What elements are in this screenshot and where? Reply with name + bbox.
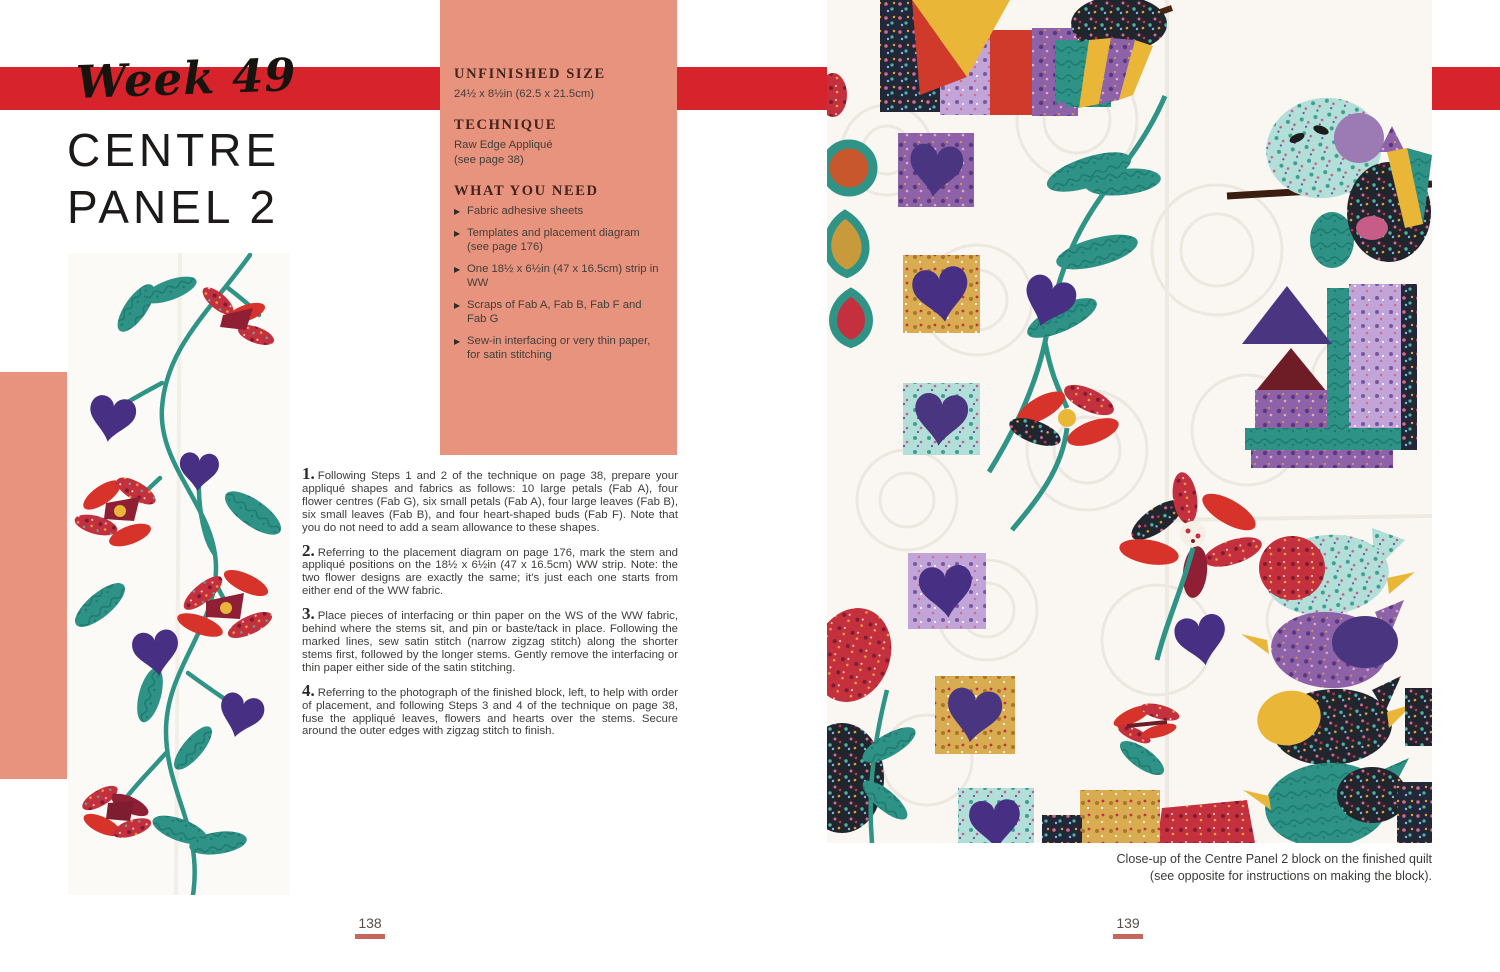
house-block: [1242, 284, 1417, 468]
bullet-arrow-icon: ▶: [454, 336, 461, 346]
step-number: 2.: [302, 540, 315, 560]
page-number-left: [330, 915, 410, 939]
heart-square: [935, 676, 1015, 754]
list-item: [454, 262, 663, 291]
page-number-right: [1088, 915, 1168, 939]
page-title-line1: CENTRE: [67, 124, 281, 176]
what-you-need-section: [454, 183, 663, 363]
page-number-left-value: 138: [358, 915, 382, 931]
instructions: [302, 464, 678, 748]
info-box: [440, 0, 677, 455]
centre-panel-photo: [68, 253, 290, 895]
page-number-underline: [1113, 934, 1143, 939]
unfinished-size-value: 24½ x 8½in (62.5 x 21.5cm): [454, 88, 595, 100]
list-item: [454, 298, 663, 327]
heart-square: [898, 133, 974, 207]
instruction-step-4: [302, 680, 678, 739]
step-number: 4.: [302, 680, 315, 700]
heart-square: [908, 553, 986, 629]
what-you-need-list: [454, 204, 663, 363]
photo-caption-line2: (see opposite for instructions on making the block).: [1149, 869, 1432, 883]
bullet-arrow-icon: ▶: [454, 228, 461, 238]
list-item: [454, 334, 663, 363]
technique-value-line2: (see page 38): [454, 154, 524, 166]
unfinished-size-heading: UNFINISHED SIZE: [454, 66, 606, 82]
step-text: Place pieces of interfacing or thin paper on the WS of the WW fabric, behind where the stems sit, and pin or baste/tack in place. Following the marked lines, sew satin stitch (narrow zigzag stitch) along the shorter stems first, followed by the longer stems. Gently remove the interfacing or thin paper either side of the satin stitching.: [302, 610, 678, 674]
technique-section: [454, 117, 663, 168]
step-text: Following Steps 1 and 2 of the technique on page 38, prepare your appliqué shapes and fabrics as follows: 10 large petals (Fab A), four flower centres (Fab G), six small petals (Fab A), four large leaves (Fab B), six small leaves (Fab B), and four heart-shaped buds (Fab F). Note that you do not need to add a seam allowance to these shapes.: [302, 470, 678, 534]
list-item: [454, 204, 663, 219]
week-label: Week 49: [75, 48, 298, 109]
what-you-need-heading: WHAT YOU NEED: [454, 183, 599, 199]
bullet-arrow-icon: ▶: [454, 264, 461, 274]
technique-heading: TECHNIQUE: [454, 117, 558, 133]
photo-caption: [912, 851, 1432, 885]
technique-value-line1: Raw Edge Appliqué: [454, 139, 553, 151]
page-number-right-value: 139: [1116, 915, 1140, 931]
step-number: 3.: [302, 604, 315, 624]
list-item-text: One 18½ x 6½in (47 x 16.5cm) strip in WW: [467, 262, 659, 289]
instruction-step-2: [302, 540, 678, 599]
instruction-step-3: [302, 604, 678, 675]
list-item: [454, 226, 663, 255]
page-number-underline: [355, 934, 385, 939]
heart-square: [903, 255, 980, 333]
instruction-step-1: [302, 464, 678, 535]
salmon-accent-rect: [0, 372, 67, 779]
step-number: 1.: [302, 464, 315, 483]
list-item-text: Fabric adhesive sheets: [467, 205, 584, 217]
page-title-line2: PANEL 2: [67, 181, 280, 233]
bullet-arrow-icon: ▶: [454, 207, 461, 216]
step-text: Referring to the placement diagram on page 176, mark the stem and appliqué positions on the 18½ x 6½in (47 x 16.5cm) WW strip. Note: the two flower designs are exactly the same; it's just each one starts from either end of the WW fabric.: [302, 546, 678, 598]
heart-square: [958, 788, 1034, 843]
quilt-closeup-photo: [827, 0, 1432, 843]
list-item-text: Sew-in interfacing or very thin paper, for satin stitching: [467, 334, 651, 361]
heart-square: [903, 383, 980, 455]
page-title: [67, 122, 280, 236]
bullet-arrow-icon: ▶: [454, 300, 461, 310]
list-item-text: Templates and placement diagram (see page 176): [467, 226, 640, 253]
photo-caption-line1: Close-up of the Centre Panel 2 block on the finished quilt: [1116, 852, 1432, 866]
unfinished-size-section: [454, 66, 663, 102]
step-text: Referring to the photograph of the finished block, left, to help with order of placement, and following Steps 3 and 4 of the technique on page 38, fuse the appliqué leaves, flowers and hearts over the stems. Secure around the outer edges with zigzag stitch to finish.: [302, 686, 678, 738]
list-item-text: Scraps of Fab A, Fab B, Fab F and Fab G: [467, 298, 642, 325]
